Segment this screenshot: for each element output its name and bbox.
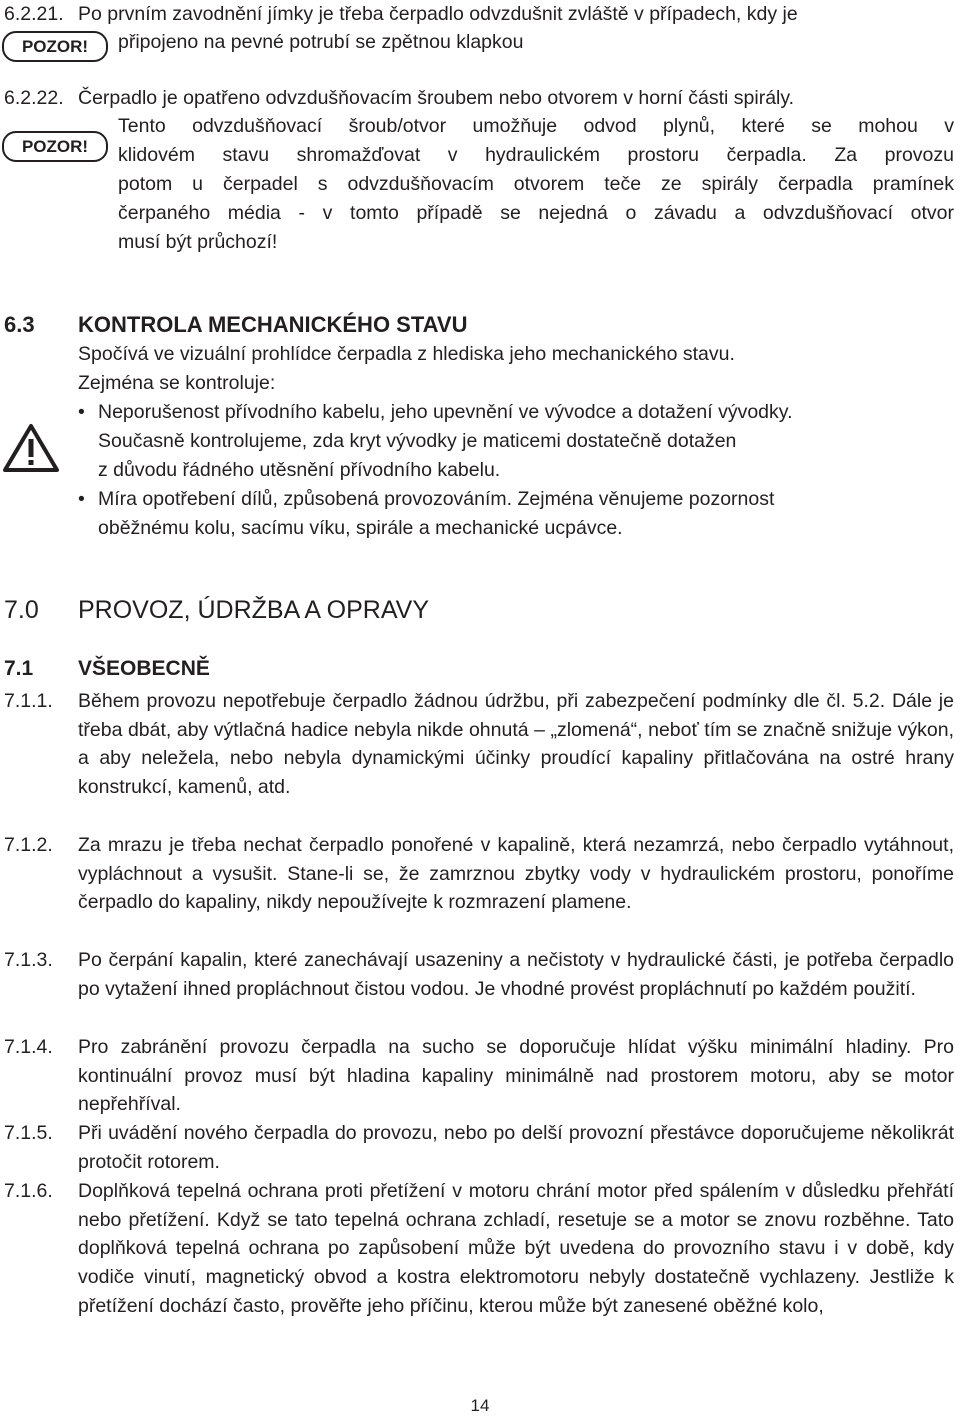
item-line: Tento odvzdušňovací šroub/otvor umožňuje odvod plynů, které se mohou v (118, 115, 954, 137)
warning-triangle-icon (2, 423, 60, 473)
item-text: Po čerpání kapalin, které zanechávají usazeniny a nečistoty v hydraulické části, je potřeba čerpadlo po vytažení ihned propláchnout čistou vodou. Je vhodné provést propláchnutí po každém použití. (78, 949, 954, 1000)
numbered-item (0, 1119, 954, 1177)
section-title: VŠEOBECNĚ (78, 657, 210, 680)
section-title: KONTROLA MECHANICKÉHO STAVU (78, 312, 468, 337)
item-number: 7.1.5. (4, 1122, 53, 1144)
item-text: Doplňková tepelná ochrana proti přetížení v motoru chrání motor před spálením v důsledku přehřátí nebo přetížení. Když se tato tepelná ochrana zchladí, resetuje se a motor se znovu rozběhne. Tato doplňková tepelná ochrana po zapůsobení může být uvedena do provozního stavu i v době, kdy vodiče vinutí, magnetický obvod a kostra elektromotoru nebyly dostatečně vychlazeny. Jestliže k přetížení dochází často, prověřte jeho příčinu, kterou může být zanesené oběžné kolo, (78, 1180, 954, 1317)
section-title: PROVOZ, ÚDRŽBA A OPRAVY (78, 596, 430, 624)
section-number: 6.3 (4, 312, 35, 337)
item-line: připojeno na pevné potrubí se zpětnou klapkou (118, 31, 524, 53)
bullet-line: z důvodu řádného utěsnění přívodního kabelu. (98, 459, 501, 481)
item-text: Při uvádění nového čerpadla do provozu, nebo po delší provozní přestávce doporučujeme několikrát protočit rotorem. (78, 1122, 954, 1173)
pozor-badge: POZOR! (2, 31, 108, 62)
bullet-line: Míra opotřebení dílů, způsobená provozováním. Zejména věnujeme pozornost (98, 488, 775, 510)
item-line: musí být průchozí! (118, 231, 278, 253)
item-number: 7.1.3. (4, 949, 53, 971)
item-number: 7.1.1. (4, 690, 53, 712)
item-number: 7.1.6. (4, 1180, 53, 1202)
numbered-item (0, 946, 954, 1033)
section-intro: Spočívá ve vizuální prohlídce čerpadla z hlediska jeho mechanického stavu. (78, 343, 735, 365)
item-line: čerpaného média - v tomto případě se nejedná o závadu a odvzdušňovací otvor (118, 202, 954, 224)
numbered-item (0, 1033, 954, 1120)
item-text: Pro zabránění provozu čerpadla na sucho se doporučuje hlídat výšku minimální hladiny. Pro kontinuální provoz musí být hladina kapaliny minimálně nad prostorem motoru, aby se motor nepřehříval. (78, 1036, 954, 1116)
item-text: Během provozu nepotřebuje čerpadlo žádnou údržbu, při zabezpečení podmínky dle čl. 5.2. Dále je třeba dbát, aby výtlačná hadice nebyla nikde ohnutá – „zlomená“, neboť tím se značně snižuje výkon, a aby neležela, nebo nebyla dynamickými účinky proudící kapaliny přitlačována na ostré hrany konstrukcí, kamenů, atd. (78, 690, 954, 799)
numbered-item (0, 687, 954, 832)
item-line: potom u čerpadel s odvzdušňovacím otvorem teče ze spirály čerpadla pramínek (118, 173, 954, 195)
item-number: 7.1.2. (4, 834, 53, 856)
bullet-line: oběžnému kolu, sacímu víku, spirále a mechanické ucpávce. (98, 517, 623, 539)
pozor-badge: POZOR! (2, 131, 108, 162)
bullet-marker: • (78, 488, 85, 510)
item-line: Po prvním zavodnění jímky je třeba čerpadlo odvzdušnit zvláště v případech, kdy je (78, 3, 798, 25)
numbered-item (0, 1177, 954, 1351)
bullet-line: Neporušenost přívodního kabelu, jeho upevnění ve vývodce a dotažení vývodky. (98, 401, 793, 423)
item-line: klidovém stavu shromažďovat v hydraulickém prostoru čerpadla. Za provozu (118, 144, 954, 166)
item-number: 6.2.21. (4, 3, 64, 25)
item-text: Za mrazu je třeba nechat čerpadlo ponořené v kapalině, která nezamrzá, nebo čerpadlo vytáhnout, vypláchnout a vysušit. Stane-li se, že zamrznou zbytky vody v hydraulickém prostoru, ponoříme čerpadlo do kapaliny, nikdy nepoužívejte k rozmrazení plamene. (78, 834, 954, 914)
page-number: 14 (470, 1396, 490, 1415)
item-number: 6.2.22. (4, 87, 64, 109)
numbered-item (0, 831, 954, 947)
item-number: 7.1.4. (4, 1036, 53, 1058)
section-number: 7.0 (4, 596, 39, 624)
item-line: Čerpadlo je opatřeno odvzdušňovacím šroubem nebo otvorem v horní části spirály. (78, 87, 795, 109)
section-intro: Zejména se kontroluje: (78, 372, 276, 394)
bullet-marker: • (78, 401, 85, 423)
section-number: 7.1 (4, 657, 34, 680)
bullet-line: Současně kontrolujeme, zda kryt vývodky je maticemi dostatečně dotažen (98, 430, 737, 452)
